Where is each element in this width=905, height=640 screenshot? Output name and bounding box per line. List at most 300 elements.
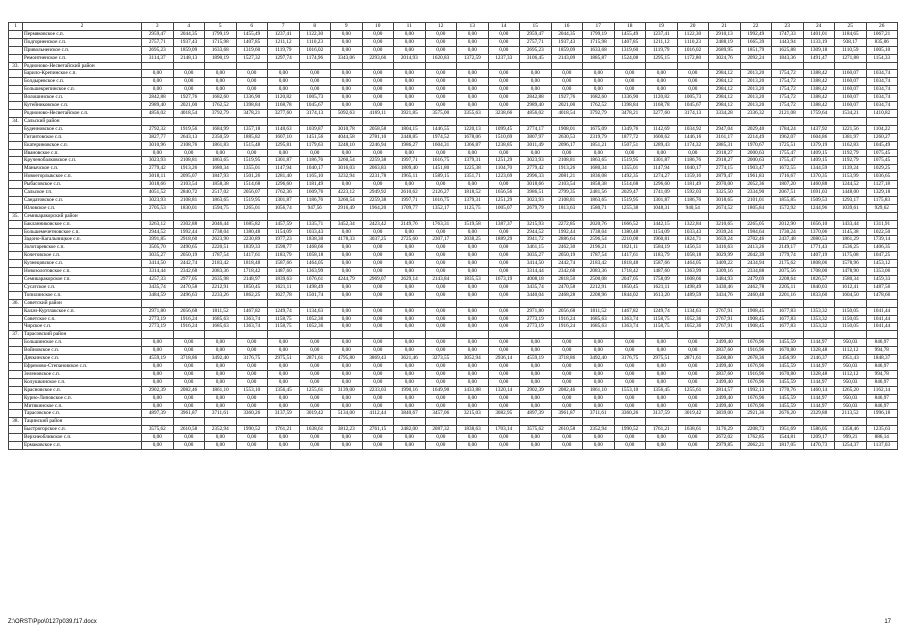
table-cell: 1034,74: [866, 102, 898, 110]
table-cell: 0,00: [362, 442, 394, 450]
table-cell: 0,00: [362, 30, 394, 38]
column-header: 1: [9, 23, 23, 31]
settlement-name: Ермаковское с.п.: [23, 442, 142, 450]
table-cell: 1675,09: [583, 125, 615, 133]
table-cell: 1755,47: [772, 149, 804, 157]
table-cell: 0,00: [488, 149, 520, 157]
table-cell: 2013,20: [740, 86, 772, 94]
table-cell: [425, 117, 457, 125]
table-cell: 1058,18: [299, 252, 331, 260]
table-cell: 3018,11: [142, 173, 174, 181]
table-cell: 1863,65: [205, 157, 237, 165]
table-cell: [173, 418, 205, 426]
table-cell: 2814,57: [709, 386, 741, 394]
table-row: [9, 315, 898, 323]
document-path: Z:\ORST\Ppo\0127p039.f17.docx: [8, 619, 97, 625]
table-cell: 1381,97: [835, 133, 867, 141]
table-cell: 0,00: [488, 347, 520, 355]
table-cell: [646, 62, 678, 70]
table-cell: 1455,59: [772, 339, 804, 347]
table-cell: 1685,63: [583, 315, 615, 323]
table-cell: 0,00: [331, 252, 363, 260]
table-cell: 1033,43: [677, 228, 709, 236]
table-cell: 1186,76: [299, 196, 331, 204]
table-cell: [488, 62, 520, 70]
table-cell: 2902,39: [520, 386, 552, 394]
table-cell: 1951,43: [835, 355, 867, 363]
table-cell: 1818,48: [236, 260, 268, 268]
table-cell: 1211,12: [268, 38, 300, 46]
table-cell: 2984,12: [709, 86, 741, 94]
table-cell: 2629,14: [394, 276, 426, 284]
table-cell: 1295,15: [646, 54, 678, 62]
table-cell: 0,00: [142, 70, 174, 78]
table-cell: 1401,01: [803, 30, 835, 38]
table-cell: 1826,57: [803, 276, 835, 284]
table-cell: 3037,25: [362, 236, 394, 244]
table-cell: 0,00: [425, 323, 457, 331]
table-cell: 0,00: [394, 38, 426, 46]
table-cell: 1067,21: [866, 30, 898, 38]
table-cell: 0,00: [457, 46, 489, 54]
table-cell: 1363,99: [677, 268, 709, 276]
table-cell: 3869,43: [362, 355, 394, 363]
table-cell: 1716,67: [772, 173, 804, 181]
table-cell: 0,00: [614, 378, 646, 386]
table-cell: 1990,52: [614, 426, 646, 434]
table-cell: 0,00: [331, 323, 363, 331]
table-cell: 0,00: [394, 378, 426, 386]
table-cell: [583, 299, 615, 307]
row-index: 33.: [9, 62, 23, 70]
table-row: [9, 46, 898, 54]
district-name: Тацинский район: [23, 418, 142, 426]
table-cell: 2481,56: [583, 189, 615, 197]
table-cell: 1616,75: [425, 157, 457, 165]
table-cell: 0,00: [362, 394, 394, 402]
table-cell: 3961,87: [173, 410, 205, 418]
table-cell: 1464,05: [299, 260, 331, 268]
table-cell: 3161,17: [709, 133, 741, 141]
table-cell: 1142,69: [646, 125, 678, 133]
table-row: [9, 244, 898, 252]
district-name: Тарасовский район: [23, 331, 142, 339]
table-cell: 3174,13: [299, 109, 331, 117]
table-cell: [803, 212, 835, 220]
table-cell: 0,00: [299, 347, 331, 355]
table-cell: 1604,86: [803, 133, 835, 141]
table-row: [9, 402, 898, 410]
table-cell: 2103,54: [551, 181, 583, 189]
settlement-name: Задоно-Кагальницкое с.п.: [23, 236, 142, 244]
settlement-name: Бакланниковское с.п.: [23, 220, 142, 228]
table-cell: [520, 62, 552, 70]
table-cell: 1186,76: [677, 196, 709, 204]
table-cell: 2103,54: [173, 181, 205, 189]
table-row: [9, 102, 898, 110]
table-row: [9, 355, 898, 363]
table-cell: 0,00: [677, 370, 709, 378]
table-cell: [173, 331, 205, 339]
table-cell: 0,00: [205, 442, 237, 450]
table-cell: 1754,72: [772, 86, 804, 94]
table-cell: 2610,62: [394, 189, 426, 197]
table-cell: 1320,14: [488, 386, 520, 394]
table-cell: 3023,93: [142, 157, 174, 165]
table-cell: 1120,82: [646, 94, 678, 102]
table-row: [9, 252, 898, 260]
table-cell: 1168,78: [646, 102, 678, 110]
table-cell: 2334,90: [740, 189, 772, 197]
row-index: 35.: [9, 212, 23, 220]
table-cell: 1836,08: [583, 173, 615, 181]
table-cell: 2840,72: [173, 189, 205, 197]
table-cell: 2201,16: [772, 291, 804, 299]
table-cell: 0,00: [457, 228, 489, 236]
table-cell: 3792,79: [583, 109, 615, 117]
table-cell: 0,00: [646, 378, 678, 386]
table-cell: 1154,33: [866, 54, 898, 62]
table-cell: 1594,75: [205, 204, 237, 212]
settlement-name: Кутейниковское с.п.: [23, 102, 142, 110]
table-cell: 2210,08: [614, 236, 646, 244]
table-cell: [835, 117, 867, 125]
row-index: 36.: [9, 299, 23, 307]
table-cell: 1889,29: [488, 236, 520, 244]
table-cell: [425, 62, 457, 70]
table-cell: 2143,09: [551, 54, 583, 62]
table-cell: 1761,21: [646, 426, 678, 434]
table-cell: 1715,98: [205, 38, 237, 46]
table-cell: 0,00: [173, 86, 205, 94]
table-cell: 0,00: [142, 434, 174, 442]
table-cell: [236, 331, 268, 339]
table-cell: 2442,74: [173, 260, 205, 268]
table-cell: 0,00: [362, 94, 394, 102]
table-cell: 0,00: [173, 347, 205, 355]
table-cell: 1885,87: [583, 54, 615, 62]
table-cell: 2108,81: [551, 196, 583, 204]
table-cell: 1818,48: [614, 260, 646, 268]
table-cell: 1808,06: [803, 260, 835, 268]
table-cell: 2083,36: [583, 268, 615, 276]
table-cell: 3416,63: [709, 244, 741, 252]
table-cell: 1862,25: [236, 291, 268, 299]
row-index: [9, 276, 23, 284]
table-cell: 0,00: [268, 339, 300, 347]
column-header: 16: [551, 23, 583, 31]
table-cell: 1158,75: [646, 315, 678, 323]
table-cell: 0,00: [677, 86, 709, 94]
table-cell: 1159,16: [677, 173, 709, 181]
row-index: 34.: [9, 117, 23, 125]
column-header: 14: [488, 23, 520, 31]
row-index: [9, 268, 23, 276]
table-cell: 0,00: [520, 378, 552, 386]
table-cell: 0,00: [142, 78, 174, 86]
table-cell: 1355,01: [614, 165, 646, 173]
table-cell: 1110,59: [835, 46, 867, 54]
table-cell: 1352,17: [425, 204, 457, 212]
table-cell: 1344,59: [803, 165, 835, 173]
table-cell: 3492,40: [205, 355, 237, 363]
table-cell: 0,00: [331, 402, 363, 410]
table-cell: 1175,83: [866, 196, 898, 204]
table-cell: 1501,26: [236, 173, 268, 181]
table-cell: 3114,37: [142, 54, 174, 62]
table-cell: [740, 299, 772, 307]
table-cell: 2959,47: [520, 30, 552, 38]
row-index: [9, 394, 23, 402]
table-cell: 1168,78: [268, 102, 300, 110]
table-cell: 0,00: [268, 70, 300, 78]
table-cell: 0,00: [457, 291, 489, 299]
table-cell: 0,00: [205, 434, 237, 442]
table-cell: 0,00: [457, 102, 489, 110]
table-cell: 0,00: [331, 362, 363, 370]
table-cell: 0,00: [677, 78, 709, 86]
table-cell: 0,00: [173, 362, 205, 370]
table-cell: 0,00: [394, 78, 426, 86]
table-cell: 0,00: [457, 442, 489, 450]
table-cell: 1251,29: [488, 196, 520, 204]
table-cell: 950,03: [835, 378, 867, 386]
table-row: [9, 370, 898, 378]
table-cell: 2044,35: [551, 30, 583, 38]
table-cell: 1817,05: [772, 442, 804, 450]
table-cell: 3991,85: [142, 236, 174, 244]
table-cell: 835,06: [866, 38, 898, 46]
table-cell: 1908,45: [740, 307, 772, 315]
table-cell: 0,00: [646, 347, 678, 355]
table-cell: 0,00: [331, 181, 363, 189]
table-cell: 0,00: [425, 347, 457, 355]
table-cell: 0,00: [236, 149, 268, 157]
table-cell: 1029,25: [866, 165, 898, 173]
table-cell: 1238,85: [488, 141, 520, 149]
table-cell: 0,00: [331, 94, 363, 102]
table-cell: 0,00: [299, 70, 331, 78]
table-cell: 0,00: [331, 268, 363, 276]
table-cell: [583, 212, 615, 220]
table-cell: 1725,51: [772, 141, 804, 149]
table-cell: [740, 418, 772, 426]
table-cell: 0,00: [394, 323, 426, 331]
table-cell: 3248,10: [331, 141, 363, 149]
table-cell: 0,00: [394, 30, 426, 38]
table-cell: 0,00: [394, 370, 426, 378]
table-cell: 1099,45: [488, 125, 520, 133]
table-cell: 1356,45: [268, 386, 300, 394]
table-cell: 0,00: [551, 149, 583, 157]
table-cell: 2352,94: [205, 426, 237, 434]
table-cell: 1409,15: [803, 157, 835, 165]
table-cell: 0,00: [236, 70, 268, 78]
table-cell: 3309,16: [709, 268, 741, 276]
table-cell: 1370,35: [803, 173, 835, 181]
table-cell: 1319,60: [614, 46, 646, 54]
table-cell: 1016,02: [677, 46, 709, 54]
table-cell: 0,00: [488, 46, 520, 54]
table-cell: [173, 62, 205, 70]
table-cell: 1133,19: [803, 38, 835, 46]
table-cell: 1589,15: [425, 173, 457, 181]
table-row: [9, 54, 898, 62]
settlement-name: Юловское с.п.: [23, 204, 142, 212]
table-cell: 0,00: [488, 283, 520, 291]
table-cell: 1372,59: [457, 54, 489, 62]
table-cell: 1990,16: [394, 386, 426, 394]
district-name: Сальский район: [23, 117, 142, 125]
table-cell: 3355,63: [457, 109, 489, 117]
row-index: [9, 402, 23, 410]
table-cell: 1682,60: [205, 94, 237, 102]
table-cell: [772, 62, 804, 70]
table-cell: 999,21: [835, 434, 867, 442]
table-cell: 1235,63: [866, 426, 898, 434]
table-cell: 1455,59: [772, 394, 804, 402]
table-cell: 3232,94: [331, 173, 363, 181]
table-cell: 0,00: [331, 38, 363, 46]
table-cell: 2635,98: [205, 276, 237, 284]
table-cell: 1673,19: [488, 276, 520, 284]
table-cell: 1175,08: [835, 252, 867, 260]
column-header: 18: [614, 23, 646, 31]
table-cell: 2517,02: [205, 189, 237, 197]
table-cell: 1685,63: [583, 323, 615, 331]
row-index: [9, 94, 23, 102]
table-cell: 1137,03: [866, 442, 898, 450]
table-cell: 1356,45: [646, 386, 678, 394]
table-cell: 1184,65: [835, 30, 867, 38]
table-cell: 0,00: [205, 378, 237, 386]
table-cell: 0,00: [299, 394, 331, 402]
table-cell: 1759,64: [803, 109, 835, 117]
table-cell: 1127,18: [866, 181, 898, 189]
table-cell: 1519,95: [614, 157, 646, 165]
table-cell: 2695,23: [520, 46, 552, 54]
table-cell: 994,78: [866, 347, 898, 355]
table-cell: 2319,79: [583, 133, 615, 141]
table-cell: [551, 62, 583, 70]
table-cell: 0,00: [299, 434, 331, 442]
table-cell: 2087,32: [425, 426, 457, 434]
settlement-name: Привольненское с.п.: [23, 46, 142, 54]
settlement-name: Сандатовское с.п.: [23, 196, 142, 204]
table-cell: 3921,85: [394, 109, 426, 117]
table-cell: 1366,87: [457, 141, 489, 149]
table-cell: 0,00: [583, 442, 615, 450]
table-cell: 1144,97: [803, 394, 835, 402]
table-cell: 0,00: [457, 38, 489, 46]
table-cell: 1859,09: [551, 46, 583, 54]
table-cell: 1104,70: [488, 165, 520, 173]
table-cell: 0,00: [268, 362, 300, 370]
table-cell: 2725,60: [394, 236, 426, 244]
table-cell: 1858,38: [583, 181, 615, 189]
table-cell: 0,00: [173, 70, 205, 78]
row-index: [9, 30, 23, 38]
table-cell: 1787,54: [205, 252, 237, 260]
table-cell: 1039,61: [835, 204, 867, 212]
table-cell: [835, 299, 867, 307]
table-cell: 2837,60: [709, 370, 741, 378]
table-cell: 0,00: [331, 370, 363, 378]
table-cell: 0,00: [362, 149, 394, 157]
table-cell: 1838,30: [299, 236, 331, 244]
table-cell: 0,00: [520, 78, 552, 86]
table-cell: 3260,54: [331, 157, 363, 165]
table-cell: [866, 299, 898, 307]
table-cell: 1758,09: [646, 276, 678, 284]
table-cell: 1586,05: [803, 426, 835, 434]
table-cell: 3478,21: [236, 109, 268, 117]
table-cell: 2610,58: [551, 426, 583, 434]
settlement-name: Ефремово-Степановское с.п.: [23, 362, 142, 370]
table-cell: 2886,64: [551, 236, 583, 244]
table-cell: [457, 418, 489, 426]
table-cell: 4897,39: [520, 410, 552, 418]
table-cell: 2679,79: [520, 204, 552, 212]
table-cell: 1154,09: [268, 228, 300, 236]
table-cell: 3139,00: [331, 386, 363, 394]
table-cell: 1379,19: [803, 141, 835, 149]
table-cell: 1960,81: [646, 236, 678, 244]
table-cell: 0,00: [488, 339, 520, 347]
table-cell: [709, 212, 741, 220]
table-cell: [835, 418, 867, 426]
table-cell: 1514,68: [236, 181, 268, 189]
table-cell: 1840,03: [803, 283, 835, 291]
table-cell: 0,00: [457, 94, 489, 102]
row-index: [9, 196, 23, 204]
table-cell: 1850,45: [236, 283, 268, 291]
table-row: [9, 410, 898, 418]
table-cell: 3174,13: [677, 109, 709, 117]
table-cell: 0,00: [488, 244, 520, 252]
table-cell: 2013,20: [740, 94, 772, 102]
table-cell: 0,00: [677, 434, 709, 442]
table-cell: 0,00: [331, 315, 363, 323]
table-cell: 1363,74: [236, 315, 268, 323]
table-cell: 2939,24: [709, 228, 741, 236]
table-cell: 0,00: [583, 78, 615, 86]
table-cell: 1730,24: [772, 228, 804, 236]
row-index: [9, 260, 23, 268]
table-cell: [236, 299, 268, 307]
table-cell: [425, 212, 457, 220]
table-cell: 1608,66: [677, 276, 709, 284]
table-cell: 1916,96: [740, 370, 772, 378]
row-index: [9, 426, 23, 434]
table-cell: 1255,61: [299, 386, 331, 394]
table-cell: [268, 62, 300, 70]
table-cell: 2437,48: [772, 236, 804, 244]
table-cell: 0,00: [457, 315, 489, 323]
table-cell: 1005,10: [866, 46, 898, 54]
table-cell: 2773,19: [520, 323, 552, 331]
table-cell: 1433,44: [835, 220, 867, 228]
table-cell: 1125,75: [457, 204, 489, 212]
table-cell: 1703,14: [488, 426, 520, 434]
table-cell: 1986,27: [394, 141, 426, 149]
table-cell: 2496,63: [173, 291, 205, 299]
table-cell: 4559,19: [520, 355, 552, 363]
table-cell: 2126,27: [425, 189, 457, 197]
row-index: [9, 149, 23, 157]
tariff-table: [8, 22, 898, 450]
table-cell: 3505,70: [142, 244, 174, 252]
